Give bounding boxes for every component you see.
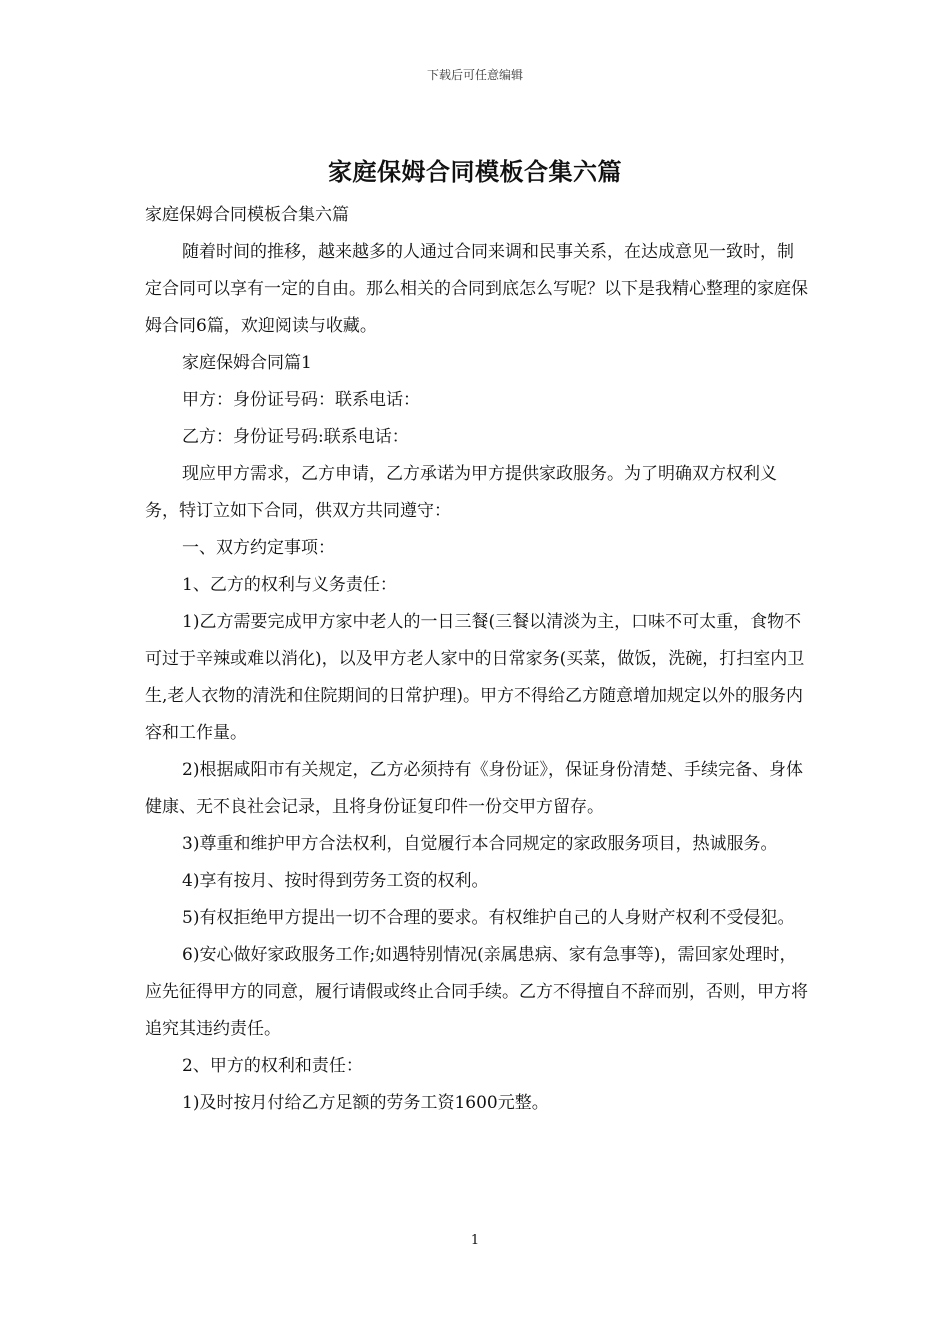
preamble-paragraph: 现应甲方需求，乙方申请，乙方承诺为甲方提供家政服务。为了明确双方权利义务，特订立如下合同，供双方共同遵守： [145, 464, 777, 521]
party-b-line: 乙方：身份证号码:联系电话： [182, 427, 409, 447]
subheading-party-b-duties: 1、乙方的权利与义务责任： [182, 575, 397, 595]
section-title: 家庭保姆合同篇1 [182, 353, 312, 373]
intro-paragraph: 随着时间的推移，越来越多的人通过合同来调和民事关系，在达成意见一致时，制定合同可以享有一定的自由。那么相关的合同到底怎么写呢？以下是我精心整理的家庭保姆合同6篇，欢迎阅读与收藏。 [145, 242, 808, 336]
party-a-line: 甲方：身份证号码：联系电话： [182, 390, 420, 410]
party-b-item-5: 5)有权拒绝甲方提出一切不合理的要求。有权维护自己的人身财产权利不受侵犯。 [182, 908, 795, 928]
document-body [145, 197, 810, 1122]
party-b-item-6: 6)安心做好家政服务工作;如遇特别情况(亲属患病、家有急事等)，需回家处理时，应先征得甲方的同意，履行请假或终止合同手续。乙方不得擅自不辞而别，否则，甲方将追究其违约责任。 [145, 945, 808, 1039]
party-b-item-1: 1)乙方需要完成甲方家中老人的一日三餐(三餐以清淡为主，口味不可太重，食物不可过于辛辣或难以消化)，以及甲方老人家中的日常家务(买菜，做饭，洗碗，打扫室内卫生,老人衣物的清洗和住院期间的日常护理)。甲方不得给乙方随意增加规定以外的服务内容和工作量。 [145, 612, 805, 743]
document-title: 家庭保姆合同模板合集六篇 [328, 157, 622, 186]
party-b-item-2: 2)根据咸阳市有关规定，乙方必须持有《身份证》，保证身份清楚、手续完备、身体健康、无不良社会记录，且将身份证复印件一份交甲方留存。 [145, 760, 803, 817]
party-b-item-3: 3)尊重和维护甲方合法权利，自觉履行本合同规定的家政服务项目，热诚服务。 [182, 834, 778, 854]
subheading-party-a-rights: 2、甲方的权利和责任： [182, 1056, 363, 1076]
document-subtitle: 家庭保姆合同模板合集六篇 [145, 205, 349, 225]
party-b-item-4: 4)享有按月、按时得到劳务工资的权利。 [182, 871, 489, 891]
page-header-note: 下载后可任意编辑 [426, 68, 523, 82]
party-a-item-1: 1)及时按月付给乙方足额的劳务工资1600元整。 [182, 1093, 549, 1113]
heading-agreed-matters: 一、双方约定事项： [182, 538, 335, 558]
page-number: 1 [470, 1233, 480, 1248]
